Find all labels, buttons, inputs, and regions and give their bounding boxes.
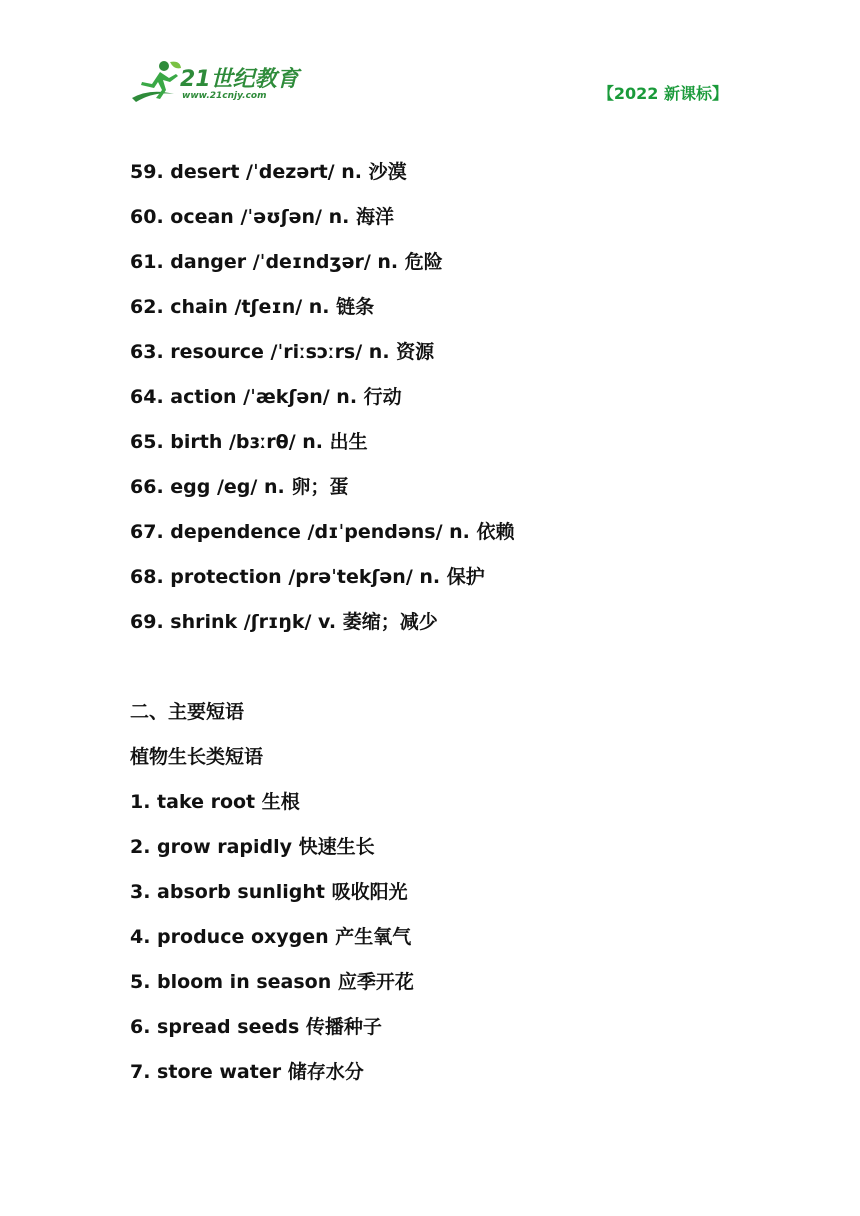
phrase-item: 6. spread seeds 传播种子: [130, 1016, 382, 1038]
spacer: [130, 645, 770, 690]
vocab-item: 60. ocean /ˈəʊʃən/ n. 海洋: [130, 206, 394, 228]
phrase-item: 4. produce oxygen 产生氧气: [130, 926, 412, 948]
phrase-item: 7. store water 储存水分: [130, 1061, 364, 1083]
vocab-item: 61. danger /ˈdeɪndʒər/ n. 危险: [130, 251, 443, 273]
vocab-item: 69. shrink /ʃrɪŋk/ v. 萎缩；减少: [130, 611, 438, 633]
vocab-item: 59. desert /ˈdezərt/ n. 沙漠: [130, 161, 407, 183]
phrase-item: 1. take root 生根: [130, 791, 300, 813]
vocab-item: 62. chain /tʃeɪn/ n. 链条: [130, 296, 375, 318]
section-subheading: 植物生长类短语: [130, 746, 264, 768]
vocab-item: 68. protection /prəˈtekʃən/ n. 保护: [130, 566, 485, 588]
phrase-item: 2. grow rapidly 快速生长: [130, 836, 375, 858]
vocab-item: 66. egg /eg/ n. 卵；蛋: [130, 476, 349, 498]
runner-icon: [130, 58, 182, 104]
phrase-item: 3. absorb sunlight 吸收阳光: [130, 881, 408, 903]
vocab-item: 64. action /ˈækʃən/ n. 行动: [130, 386, 402, 408]
phrase-list: [130, 780, 770, 1095]
vocab-item: 63. resource /ˈriːsɔːrs/ n. 资源: [130, 341, 435, 363]
vocab-item: 67. dependence /dɪˈpendəns/ n. 依赖: [130, 521, 515, 543]
logo-text: 21世纪教育: [180, 67, 299, 92]
phrase-item: 5. bloom in season 应季开花: [130, 971, 414, 993]
logo: [130, 58, 300, 106]
document-body: [130, 150, 770, 1095]
vocabulary-list: [130, 150, 770, 645]
curriculum-badge: 【2022 新课标】: [597, 84, 728, 103]
section-heading: 二、主要短语: [130, 701, 245, 723]
logo-url: www.21cnjy.com: [182, 91, 267, 101]
page-header: [0, 0, 860, 120]
vocab-item: 65. birth /bɜːrθ/ n. 出生: [130, 431, 368, 453]
